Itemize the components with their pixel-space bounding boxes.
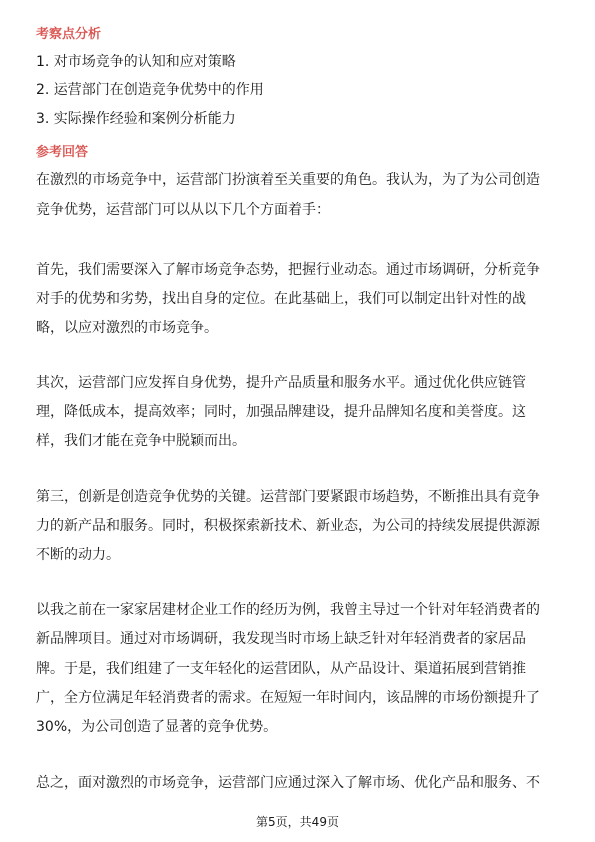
answer-line: 第三，创新是创造竞争优势的关键。运营部门要紧跟市场趋势，不断推出具有竞争 xyxy=(36,489,540,505)
answer-line: 总之，面对激烈的市场竞争，运营部门应通过深入了解市场、优化产品和服务、不 xyxy=(36,775,540,791)
answer-line: 对手的优势和劣势，找出自身的定位。在此基础上，我们可以制定出针对性的战 xyxy=(36,291,526,307)
answer-line: 牌。于是，我们组建了一支年轻化的运营团队，从产品设计、渠道拓展到营销推 xyxy=(36,661,526,677)
answer-line: 新品牌项目。通过对市场调研，我发现当时市场上缺乏针对年轻消费者的家居品 xyxy=(36,631,526,647)
analysis-item-2: 2. 运营部门在创造竞争优势中的作用 xyxy=(36,82,264,98)
analysis-item-3: 3. 实际操作经验和案例分析能力 xyxy=(36,111,236,127)
answer-line: 力的新产品和服务。同时，积极探索新技术、新业态，为公司的持续发展提供源源 xyxy=(36,518,540,534)
answer-line: 竞争优势，运营部门可以从以下几个方面着手： xyxy=(36,202,330,218)
answer-line: 首先，我们需要深入了解市场竞争态势，把握行业动态。通过市场调研，分析竞争 xyxy=(36,262,540,278)
answer-line: 30%，为公司创造了显著的竞争优势。 xyxy=(36,719,278,735)
answer-line: 以我之前在一家家居建材企业工作的经历为例，我曾主导过一个针对年轻消费者的 xyxy=(36,602,540,618)
analysis-heading: 考察点分析 xyxy=(36,27,102,42)
answer-line: 其次，运营部门应发挥自身优势，提升产品质量和服务水平。通过优化供应链管 xyxy=(36,375,526,391)
answer-heading: 参考回答 xyxy=(36,145,89,160)
page-number: 第5页，共49页 xyxy=(256,815,339,829)
answer-line: 在激烈的市场竞争中，运营部门扮演着至关重要的角色。我认为，为了为公司创造 xyxy=(36,172,540,188)
analysis-item-1: 1. 对市场竞争的认知和应对策略 xyxy=(36,54,236,70)
answer-line: 理，降低成本，提高效率；同时，加强品牌建设，提升品牌知名度和美誉度。这 xyxy=(36,404,526,420)
answer-line: 广，全方位满足年轻消费者的需求。在短短一年时间内，该品牌的市场份额提升了 xyxy=(36,690,540,706)
answer-line: 不断的动力。 xyxy=(36,547,120,563)
answer-line: 样，我们才能在竞争中脱颖而出。 xyxy=(36,433,246,449)
answer-line: 略，以应对激烈的市场竞争。 xyxy=(36,320,218,336)
